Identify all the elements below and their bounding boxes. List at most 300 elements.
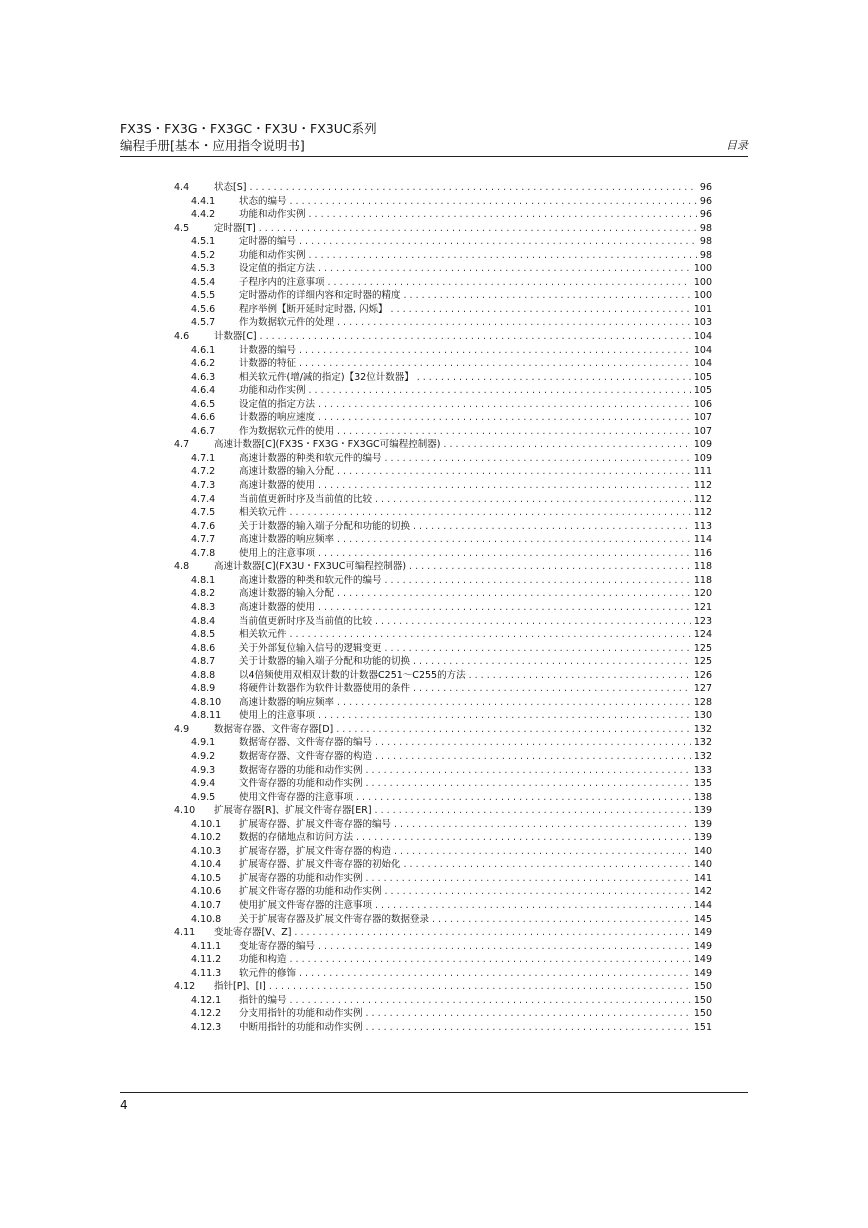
toc-subsection-row[interactable]: [174, 195, 712, 209]
toc-title: 文件寄存器的功能和动作实例: [239, 778, 363, 790]
toc-number: 4.7.4: [191, 493, 216, 505]
toc-leader-dots: [375, 899, 691, 913]
toc-subsection-row[interactable]: [174, 967, 712, 981]
toc-title: 将硬件计数器作为软件计数器使用的条件: [239, 683, 411, 695]
page-header: [120, 120, 748, 154]
toc-leader-dots: [309, 249, 697, 263]
toc-leader-dots: [385, 452, 691, 466]
toc-leader-dots: [404, 858, 691, 872]
toc-leader-dots: [318, 601, 691, 615]
toc-page-number: 107: [693, 425, 712, 437]
toc-title: 高速计数器[C](FX3U・FX3UC可编程控制器): [214, 561, 407, 573]
toc-subsection-row[interactable]: [174, 506, 712, 520]
toc-page-number: 104: [693, 331, 712, 343]
toc-number: 4.10.2: [191, 832, 222, 844]
toc-leader-dots: [318, 411, 691, 425]
toc-section-row[interactable]: [174, 926, 712, 940]
toc-leader-dots: [417, 371, 691, 385]
toc-number: 4.8.4: [191, 615, 216, 627]
toc-number: 4.6.6: [191, 412, 216, 424]
toc-page-number: 121: [693, 601, 712, 613]
toc-page-number: 100: [693, 276, 712, 288]
toc-subsection-row[interactable]: [174, 425, 712, 439]
toc-leader-dots: [309, 208, 697, 222]
toc-page-number: 149: [693, 967, 712, 979]
toc-leader-dots: [260, 330, 691, 344]
toc-number: 4.10.3: [191, 845, 222, 857]
toc-leader-dots: [394, 818, 691, 832]
toc-page-number: 96: [699, 195, 712, 207]
toc-subsection-row[interactable]: [174, 411, 712, 425]
toc-subsection-row[interactable]: [174, 750, 712, 764]
toc-leader-dots: [413, 655, 691, 669]
toc-subsection-row[interactable]: [174, 682, 712, 696]
toc-subsection-row[interactable]: [174, 493, 712, 507]
toc-title: 功能和动作实例: [239, 385, 306, 397]
toc-number: 4.5.1: [191, 236, 216, 248]
toc-subsection-row[interactable]: [174, 669, 712, 683]
toc-page-number: 112: [693, 507, 712, 519]
toc-page-number: 150: [693, 994, 712, 1006]
toc-leader-dots: [290, 994, 691, 1008]
toc-number: 4.6.1: [191, 344, 216, 356]
toc-leader-dots: [366, 1021, 691, 1035]
toc-leader-dots: [385, 574, 691, 588]
toc-number: 4.8.11: [191, 710, 222, 722]
toc-section-row[interactable]: [174, 804, 712, 818]
toc-page-number: 118: [693, 561, 712, 573]
toc-leader-dots: [336, 723, 691, 737]
toc-leader-dots: [356, 831, 691, 845]
toc-number: 4.9.1: [191, 737, 216, 749]
toc-number: 4.5.3: [191, 263, 216, 275]
toc-subsection-row[interactable]: [174, 601, 712, 615]
toc-leader-dots: [469, 669, 691, 683]
toc-subsection-row[interactable]: [174, 344, 712, 358]
toc-page-number: 142: [693, 886, 712, 898]
toc-page-number: 150: [693, 1008, 712, 1020]
toc-number: 4.8.2: [191, 588, 216, 600]
toc-subsection-row[interactable]: [174, 615, 712, 629]
toc-number: 4.7.3: [191, 480, 216, 492]
toc-subsection-row[interactable]: [174, 398, 712, 412]
toc-page-number: 109: [693, 439, 712, 451]
toc-leader-dots: [294, 926, 690, 940]
toc-leader-dots: [337, 465, 691, 479]
toc-leader-dots: [318, 398, 691, 412]
toc-title: 相关软元件: [239, 507, 287, 519]
toc-page-number: 107: [693, 412, 712, 424]
toc-title: 关于扩展寄存器及扩展文件寄存器的数据登录: [239, 913, 430, 925]
toc-page-number: 149: [693, 954, 712, 966]
toc-title: 功能和动作实例: [239, 209, 306, 221]
toc-page-number: 96: [699, 182, 712, 193]
toc-section-row[interactable]: [174, 980, 712, 994]
toc-subsection-row[interactable]: [174, 208, 712, 222]
toc-subsection-row[interactable]: [174, 764, 712, 778]
toc-title: 关于外部复位输入信号的逻辑变更: [239, 642, 382, 654]
toc-subsection-row[interactable]: [174, 371, 712, 385]
toc-leader-dots: [375, 493, 691, 507]
toc-title: 定时器[T]: [214, 222, 256, 234]
toc-title: 当前值更新时序及当前值的比较: [239, 493, 373, 505]
toc-leader-dots: [404, 289, 691, 303]
header-rule: [120, 156, 748, 157]
toc-page-number: 98: [699, 222, 712, 234]
toc-page-number: 100: [693, 263, 712, 275]
toc-page-number: 104: [693, 344, 712, 356]
toc-page-number: 105: [693, 385, 712, 397]
toc-subsection-row[interactable]: [174, 235, 712, 249]
toc-page-number: 109: [693, 452, 712, 464]
toc-number: 4.9.4: [191, 778, 216, 790]
toc-leader-dots: [337, 533, 691, 547]
toc-section-row[interactable]: [174, 560, 712, 574]
toc-page-number: 138: [693, 791, 712, 803]
toc-leader-dots: [394, 845, 691, 859]
toc-section-row[interactable]: [174, 330, 712, 344]
toc-number: 4.7: [174, 439, 190, 451]
toc-page-number: 116: [693, 547, 712, 559]
toc-leader-dots: [409, 560, 691, 574]
toc-section-row[interactable]: [174, 438, 712, 452]
toc-number: 4.9: [174, 723, 190, 735]
toc-number: 4.12: [174, 981, 196, 993]
toc-page-number: 141: [693, 872, 712, 884]
toc-title: 以4倍频使用双相双计数的计数器C251～C255的方法: [239, 669, 466, 681]
toc-number: 4.5.6: [191, 303, 216, 315]
toc-title: 高速计数器的种类和软元件的编号: [239, 452, 382, 464]
toc-number: 4.10.8: [191, 913, 222, 925]
toc-subsection-row[interactable]: [174, 899, 712, 913]
toc-title: 使用上的注意事项: [239, 710, 316, 722]
toc-page-number: 132: [693, 750, 712, 762]
toc-number: 4.10: [174, 805, 196, 817]
table-of-contents: [174, 181, 712, 1034]
toc-leader-dots: [337, 316, 691, 330]
toc-subsection-row[interactable]: [174, 885, 712, 899]
toc-title: 指针的编号: [239, 994, 287, 1006]
toc-title: 计数器的编号: [239, 344, 297, 356]
toc-subsection-row[interactable]: [174, 696, 712, 710]
toc-title: 变址寄存器的编号: [239, 940, 316, 952]
toc-leader-dots: [299, 235, 697, 249]
toc-title: 中断用指针的功能和动作实例: [239, 1021, 363, 1033]
toc-subsection-row[interactable]: [174, 709, 712, 723]
section-label: 目录: [726, 139, 748, 152]
toc-page-number: 100: [693, 290, 712, 302]
toc-page-number: 149: [693, 927, 712, 939]
toc-leader-dots: [299, 344, 691, 358]
toc-subsection-row[interactable]: [174, 791, 712, 805]
toc-leader-dots: [249, 181, 696, 195]
toc-subsection-row[interactable]: [174, 262, 712, 276]
toc-page-number: 133: [693, 764, 712, 776]
toc-subsection-row[interactable]: [174, 872, 712, 886]
series-title: FX3S・FX3G・FX3GC・FX3U・FX3UC系列: [120, 121, 377, 136]
toc-subsection-row[interactable]: [174, 276, 712, 290]
toc-page-number: 106: [693, 398, 712, 410]
toc-number: 4.9.3: [191, 764, 216, 776]
toc-number: 4.6.3: [191, 371, 216, 383]
toc-page-number: 126: [693, 669, 712, 681]
toc-title: 程序举例【断开延时定时器, 闪烁】: [239, 303, 388, 315]
toc-subsection-row[interactable]: [174, 520, 712, 534]
toc-leader-dots: [385, 642, 691, 656]
toc-subsection-row[interactable]: [174, 777, 712, 791]
toc-number: 4.8.1: [191, 574, 216, 586]
toc-leader-dots: [309, 384, 691, 398]
toc-leader-dots: [328, 276, 691, 290]
toc-subsection-row[interactable]: [174, 845, 712, 859]
toc-subsection-row[interactable]: [174, 655, 712, 669]
toc-title: 分支用指针的功能和动作实例: [239, 1008, 363, 1020]
toc-page-number: 111: [693, 466, 712, 478]
toc-title: 相关软元件(增/减的指定)【32位计数器】: [239, 371, 414, 383]
toc-number: 4.8.3: [191, 601, 216, 613]
toc-number: 4.7.8: [191, 547, 216, 559]
toc-leader-dots: [385, 885, 691, 899]
toc-subsection-row[interactable]: [174, 913, 712, 927]
toc-leader-dots: [366, 1007, 691, 1021]
toc-title: 数据寄存器的功能和动作实例: [239, 764, 363, 776]
toc-title: 高速计数器的使用: [239, 480, 316, 492]
toc-subsection-row[interactable]: [174, 452, 712, 466]
toc-leader-dots: [318, 940, 691, 954]
toc-leader-dots: [318, 262, 691, 276]
toc-subsection-row[interactable]: [174, 953, 712, 967]
toc-title: 使用扩展文件寄存器的注意事项: [239, 899, 373, 911]
toc-number: 4.12.1: [191, 994, 222, 1006]
toc-section-row[interactable]: [174, 723, 712, 737]
toc-title: 扩展寄存器的功能和动作实例: [239, 872, 363, 884]
toc-number: 4.6.5: [191, 398, 216, 410]
toc-number: 4.8.5: [191, 629, 216, 641]
toc-leader-dots: [375, 804, 691, 818]
toc-subsection-row[interactable]: [174, 1021, 712, 1035]
toc-number: 4.4.1: [191, 195, 216, 207]
toc-subsection-row[interactable]: [174, 547, 712, 561]
toc-leader-dots: [337, 696, 691, 710]
toc-subsection-row[interactable]: [174, 831, 712, 845]
toc-subsection-row[interactable]: [174, 465, 712, 479]
toc-title: 数据寄存器、文件寄存器的构造: [239, 750, 373, 762]
toc-title: 变址寄存器[V、Z]: [214, 927, 292, 939]
toc-title: 作为数据软元件的使用: [239, 425, 335, 437]
toc-subsection-row[interactable]: [174, 289, 712, 303]
toc-title: 高速计数器的输入分配: [239, 466, 335, 478]
toc-title: 计数器的特征: [239, 358, 297, 370]
toc-page-number: 118: [693, 574, 712, 586]
toc-page-number: 104: [693, 358, 712, 370]
toc-leader-dots: [391, 303, 691, 317]
toc-section-row[interactable]: [174, 181, 712, 195]
toc-subsection-row[interactable]: [174, 357, 712, 371]
toc-leader-dots: [366, 872, 691, 886]
toc-title: 使用文件寄存器的注意事项: [239, 791, 354, 803]
toc-leader-dots: [290, 953, 691, 967]
toc-leader-dots: [432, 913, 691, 927]
toc-number: 4.8.8: [191, 669, 216, 681]
toc-number: 4.11: [174, 927, 196, 939]
page-number: 4: [120, 1098, 128, 1112]
toc-subsection-row[interactable]: [174, 736, 712, 750]
toc-leader-dots: [318, 709, 691, 723]
toc-leader-dots: [269, 980, 691, 994]
toc-number: 4.10.5: [191, 872, 222, 884]
toc-leader-dots: [337, 587, 691, 601]
toc-title: 高速计数器的使用: [239, 601, 316, 613]
toc-page-number: 125: [693, 642, 712, 654]
toc-number: 4.4.2: [191, 209, 216, 221]
toc-title: 作为数据软元件的处理: [239, 317, 335, 329]
toc-number: 4.6.2: [191, 358, 216, 370]
toc-title: 当前值更新时序及当前值的比较: [239, 615, 373, 627]
toc-leader-dots: [375, 736, 691, 750]
toc-subsection-row[interactable]: [174, 994, 712, 1008]
toc-title: 数据的存储地点和访问方法: [239, 832, 354, 844]
toc-page-number: 128: [693, 696, 712, 708]
toc-number: 4.8.7: [191, 656, 216, 668]
toc-leader-dots: [375, 615, 691, 629]
toc-subsection-row[interactable]: [174, 533, 712, 547]
toc-subsection-row[interactable]: [174, 303, 712, 317]
toc-title: 设定值的指定方法: [239, 398, 316, 410]
toc-number: 4.5.7: [191, 317, 216, 329]
toc-title: 扩展寄存器，扩展文件寄存器的构造: [239, 845, 392, 857]
toc-page-number: 112: [693, 480, 712, 492]
toc-page-number: 135: [693, 778, 712, 790]
toc-title: 扩展文件寄存器的功能和动作实例: [239, 886, 382, 898]
toc-subsection-row[interactable]: [174, 316, 712, 330]
toc-title: 高速计数器的响应频率: [239, 534, 335, 546]
toc-number: 4.7.5: [191, 507, 216, 519]
toc-number: 4.7.6: [191, 520, 216, 532]
toc-subsection-row[interactable]: [174, 940, 712, 954]
toc-title: 软元件的修饰: [239, 967, 297, 979]
toc-leader-dots: [318, 479, 691, 493]
toc-number: 4.5.2: [191, 249, 216, 261]
toc-number: 4.12.2: [191, 1008, 222, 1020]
toc-page-number: 139: [693, 818, 712, 830]
toc-page-number: 139: [693, 805, 712, 817]
toc-title: 扩展寄存器、扩展文件寄存器的编号: [239, 818, 392, 830]
toc-leader-dots: [318, 547, 691, 561]
toc-page-number: 98: [699, 236, 712, 248]
toc-subsection-row[interactable]: [174, 818, 712, 832]
toc-subsection-row[interactable]: [174, 249, 712, 263]
toc-subsection-row[interactable]: [174, 479, 712, 493]
toc-number: 4.5: [174, 222, 190, 234]
toc-page-number: 140: [693, 845, 712, 857]
toc-leader-dots: [290, 628, 691, 642]
toc-page-number: 120: [693, 588, 712, 600]
toc-subsection-row[interactable]: [174, 1007, 712, 1021]
toc-title: 状态[S]: [214, 182, 247, 193]
toc-number: 4.8: [174, 561, 190, 573]
toc-page-number: 105: [693, 371, 712, 383]
toc-page-number: 132: [693, 723, 712, 735]
toc-page-number: 140: [693, 859, 712, 871]
toc-number: 4.8.6: [191, 642, 216, 654]
toc-subsection-row[interactable]: [174, 384, 712, 398]
toc-title: 高速计数器的输入分配: [239, 588, 335, 600]
toc-number: 4.5.4: [191, 276, 216, 288]
toc-page-number: 125: [693, 656, 712, 668]
toc-title: 定时器的编号: [239, 236, 297, 248]
toc-number: 4.11.3: [191, 967, 222, 979]
toc-number: 4.6.4: [191, 385, 216, 397]
toc-title: 指针[P]、[I]: [214, 981, 266, 993]
toc-number: 4.10.4: [191, 859, 222, 871]
toc-number: 4.5.5: [191, 290, 216, 302]
toc-title: 数据寄存器、文件寄存器[D]: [214, 723, 334, 735]
toc-number: 4.9.5: [191, 791, 216, 803]
toc-title: 相关软元件: [239, 629, 287, 641]
toc-number: 4.9.2: [191, 750, 216, 762]
toc-number: 4.10.6: [191, 886, 222, 898]
toc-title: 状态的编号: [239, 195, 287, 207]
toc-title: 定时器动作的详细内容和定时器的精度: [239, 290, 401, 302]
toc-number: 4.7.7: [191, 534, 216, 546]
toc-page-number: 124: [693, 629, 712, 641]
toc-page-number: 139: [693, 832, 712, 844]
toc-number: 4.7.2: [191, 466, 216, 478]
toc-title: 使用上的注意事项: [239, 547, 316, 559]
toc-page-number: 103: [693, 317, 712, 329]
toc-page-number: 151: [693, 1021, 712, 1033]
toc-subsection-row[interactable]: [174, 628, 712, 642]
toc-number: 4.4: [174, 182, 190, 193]
toc-page-number: 127: [693, 683, 712, 695]
toc-subsection-row[interactable]: [174, 587, 712, 601]
toc-title: 扩展寄存器、扩展文件寄存器的初始化: [239, 859, 401, 871]
toc-leader-dots: [443, 438, 690, 452]
toc-leader-dots: [337, 425, 691, 439]
toc-number: 4.10.1: [191, 818, 222, 830]
toc-leader-dots: [259, 222, 697, 236]
toc-number: 4.11.2: [191, 954, 222, 966]
toc-title: 数据寄存器、文件寄存器的编号: [239, 737, 373, 749]
toc-leader-dots: [375, 750, 691, 764]
toc-title: 关于计数器的输入端子分配和功能的切换: [239, 656, 411, 668]
toc-title: 计数器的响应速度: [239, 412, 316, 424]
toc-leader-dots: [299, 967, 691, 981]
manual-subtitle: 编程手册[基本・应用指令说明书]: [120, 138, 305, 153]
toc-section-row[interactable]: [174, 222, 712, 236]
toc-leader-dots: [290, 506, 691, 520]
toc-title: 功能和动作实例: [239, 249, 306, 261]
toc-subsection-row[interactable]: [174, 574, 712, 588]
toc-page-number: 114: [693, 534, 712, 546]
toc-page-number: 112: [693, 493, 712, 505]
toc-leader-dots: [413, 682, 691, 696]
toc-number: 4.6.7: [191, 425, 216, 437]
toc-title: 子程序内的注意事项: [239, 276, 325, 288]
toc-title: 高速计数器的响应频率: [239, 696, 335, 708]
toc-number: 4.8.10: [191, 696, 222, 708]
toc-page-number: 96: [699, 209, 712, 221]
toc-page-number: 113: [693, 520, 712, 532]
toc-title: 扩展寄存器[R]、扩展文件寄存器[ER]: [214, 805, 372, 817]
toc-leader-dots: [356, 791, 691, 805]
toc-title: 设定值的指定方法: [239, 263, 316, 275]
toc-subsection-row[interactable]: [174, 642, 712, 656]
toc-number: 4.11.1: [191, 940, 222, 952]
toc-leader-dots: [413, 520, 691, 534]
toc-number: 4.6: [174, 331, 190, 343]
toc-subsection-row[interactable]: [174, 858, 712, 872]
